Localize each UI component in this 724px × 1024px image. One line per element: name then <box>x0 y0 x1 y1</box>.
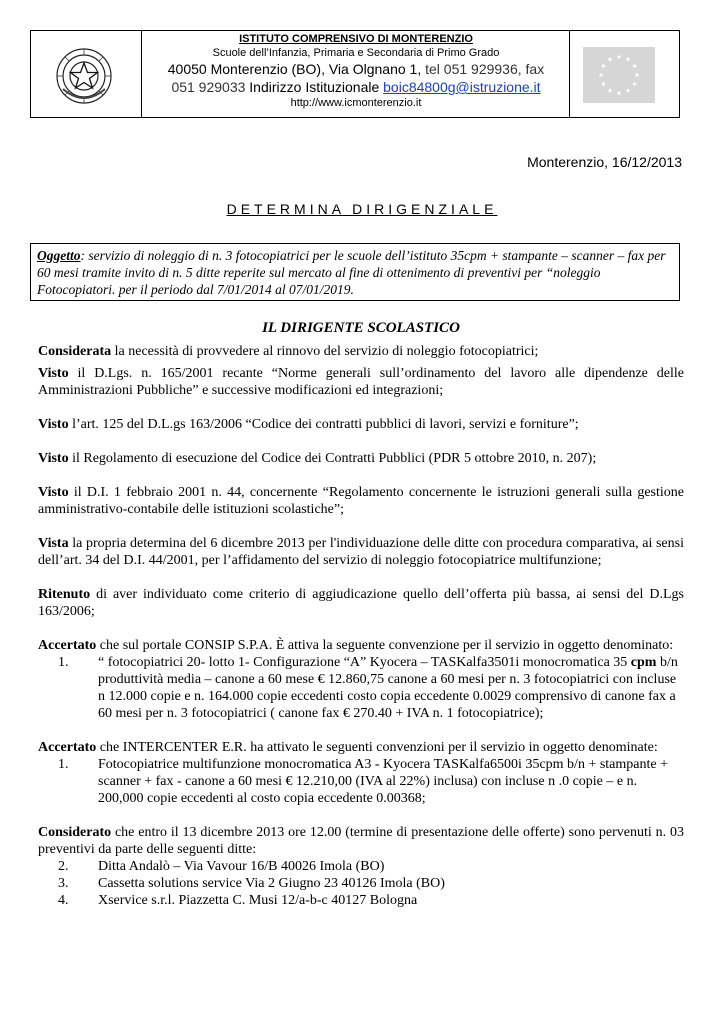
paragraph-accertato-consip <box>38 637 684 654</box>
list-item <box>58 875 684 892</box>
list-text: Ditta Andalò – Via Vavour 16/B 40026 Imola (BO) <box>98 859 385 874</box>
para-text: la necessità di provvedere al rinnovo del servizio di noleggio fotocopiatrici; <box>111 344 539 359</box>
paragraph-accertato-intercenter <box>38 739 684 756</box>
para-lead: Considerata <box>38 344 112 359</box>
para-text: la propria determina del 6 dicembre 2013 per l'individuazione delle ditte con procedura comparativa, ai sensi dell’art. 34 del D.I. 44/2001, per l’affidamento del servizio di noleggio fotocopiatrice multifunzione; <box>38 536 684 568</box>
para-text: che entro il 13 dicembre 2013 ore 12.00 (termine di presentazione delle offerte) sono pervenuti n. 03 preventivi da parte delle seguenti ditte: <box>38 825 684 857</box>
school-name: ISTITUTO COMPRENSIVO DI MONTERENZIO <box>239 33 473 45</box>
paragraph-visto-regolamento <box>38 450 684 467</box>
para-lead: Accertato <box>38 638 97 653</box>
para-text: che sul portale CONSIP S.P.A. È attiva la seguente convenzione per il servizio in oggetto denominato: <box>96 638 674 653</box>
para-lead: Visto <box>38 366 69 381</box>
email-link[interactable]: boic84800g@istruzione.it <box>383 79 541 95</box>
document-date: Monterenzio, 16/12/2013 <box>527 154 682 170</box>
paragraph-vista <box>38 535 684 569</box>
para-text: il Regolamento di esecuzione del Codice dei Contratti Pubblici (PDR 5 ottobre 2010, n. 207); <box>68 451 597 466</box>
document-body <box>38 320 684 909</box>
paragraph-visto-dlgs <box>38 365 684 399</box>
para-text: l’art. 125 del D.L.gs 163/2006 “Codice dei contratti pubblici di lavori, servizi e forniture”; <box>68 417 579 432</box>
list-text: Fotocopiatrice multifunzione monocromatica A3 - Kyocera TASKalfa6500i 35cpm b/n + stampante + scanner + fax - canone a 60 mesi € 12.210,00 (IVA al 22%) inclusa) con incluse n .0 copie – e n. 200,000 copie eccedenti al costo copia eccedente 0.00368; <box>98 757 668 806</box>
para-text: il D.Lgs. n. 165/2001 recante “Norme generali sull’ordinamento del lavoro alle dipendenze delle Amministrazioni Pubbliche” e successive modificazioni ed integrazioni; <box>38 366 684 398</box>
para-lead: Considerato <box>38 825 112 840</box>
consip-list <box>38 654 684 722</box>
list-text: “ fotocopiatrici 20- lotto 1- Configurazione “A” Kyocera – TASKalfa3501i monocromatica 35 <box>98 655 631 670</box>
subject-box <box>30 243 680 301</box>
school-email-line <box>143 78 569 96</box>
list-item <box>58 756 684 807</box>
list-text: b/n produttività media – canone a 60 mese € 12.860,75 canone a 60 mesi per n. 3 fotocopiatrici con incluse n 12.000 copie e n. 164.000 copie eccedenti costo copia eccedente 0.0029 comprensivo di canone fax a 60 mesi per n. 3 fotocopiatrici ( canone fax € 270.40 + IVA n. 1 fotocopiatrice); <box>98 655 678 721</box>
subject-text: : servizio di noleggio di n. 3 fotocopiatrici per le scuole dell’istituto 35cpm + stampante – scanner – fax per 60 mesi tramite invito di n. 5 ditte reperite sul mercato al fine di ottenimento di preventivi per “noleggio Fotocopiatori. per il periodo dal 7/01/2014 al 07/01/2019. <box>37 248 666 297</box>
school-subtitle: Scuole dell’Infanzia, Primaria e Secondaria di Primo Grado <box>212 47 500 59</box>
paragraph-considerato <box>38 824 684 858</box>
letterhead-divider-left <box>141 31 142 117</box>
email-label: Indirizzo Istituzionale <box>249 79 380 95</box>
list-text-bold: cpm <box>630 655 657 670</box>
paragraph-ritenuto <box>38 586 684 620</box>
para-text: che INTERCENTER E.R. ha attivato le seguenti convenzioni per il servizio in oggetto denominate: <box>96 740 658 755</box>
list-item <box>58 858 684 875</box>
list-text: Xservice s.r.l. Piazzetta C. Musi 12/a-b-c 40127 Bologna <box>98 893 418 908</box>
para-text: di aver individuato come criterio di aggiudicazione quello dell’offerta più bassa, ai sensi del D.Lgs 163/2006; <box>38 587 684 619</box>
intercenter-list <box>38 756 684 807</box>
document-title: DETERMINA DIRIGENZIALE <box>226 201 498 217</box>
school-address-line <box>143 60 569 78</box>
para-lead: Vista <box>38 536 69 551</box>
para-lead: Ritenuto <box>38 587 91 602</box>
list-number: 1. <box>58 757 69 772</box>
list-item <box>58 892 684 909</box>
list-text: Cassetta solutions service Via 2 Giugno 23 40126 Imola (BO) <box>98 876 445 891</box>
letterhead-divider-right <box>569 31 570 117</box>
eu-flag-icon <box>583 47 655 103</box>
school-phone: tel 051 929936, fax <box>425 61 545 77</box>
list-number: 2. <box>58 859 69 874</box>
para-lead: Visto <box>38 417 69 432</box>
ditte-list <box>38 858 684 909</box>
italian-republic-emblem-icon <box>53 45 115 107</box>
paragraph-visto-art125 <box>38 416 684 433</box>
paragraph-considerata <box>38 343 684 360</box>
website-link[interactable]: http://www.icmonterenzio.it <box>290 97 422 109</box>
letterhead <box>30 30 680 118</box>
list-number: 3. <box>58 876 69 891</box>
list-number: 1. <box>58 655 69 670</box>
list-item <box>58 654 684 722</box>
school-address: 40050 Monterenzio (BO), Via Olgnano 1, <box>167 61 422 77</box>
para-text: il D.I. 1 febbraio 2001 n. 44, concernente “Regolamento concernente le istruzioni generali sulla gestione amministrativo-contabile delle istituzioni scolastiche”; <box>38 485 684 517</box>
list-number: 4. <box>58 893 69 908</box>
school-fax: 051 929033 <box>171 79 246 95</box>
dirigente-heading: IL DIRIGENTE SCOLASTICO <box>262 320 460 336</box>
paragraph-visto-di <box>38 484 684 518</box>
para-lead: Visto <box>38 451 69 466</box>
para-lead: Visto <box>38 485 69 500</box>
para-lead: Accertato <box>38 740 97 755</box>
subject-label: Oggetto <box>37 248 81 263</box>
letterhead-text <box>143 33 569 110</box>
